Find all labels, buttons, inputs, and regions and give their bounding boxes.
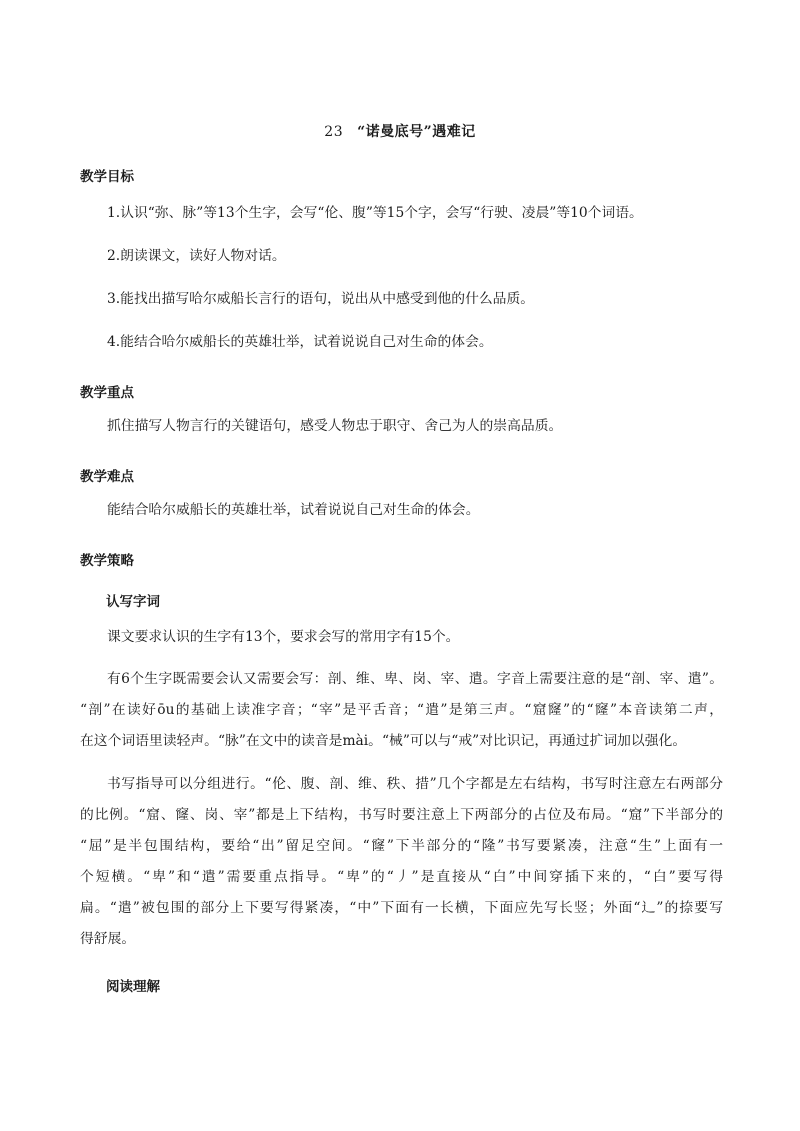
goal-item-1: 1.认识“弥、脉”等13个生字，会写“伦、腹”等15个字，会写“行驶、凌晨”等10个词语。 [107, 205, 643, 221]
paragraph-line: 扁。“遣”被包围的部分上下要写得紧凑，“中”下面有一长横，下面应先写长竖；外面“辶”的捺要写 [80, 900, 723, 916]
lesson-title [0, 121, 800, 141]
paragraph-line: 个短横。“卑”和“遣”需要重点指导。“卑”的“丿”是直接从“白”中间穿插下来的，“白”要写得 [80, 869, 723, 885]
goal-item-2: 2.朗读课文，读好人物对话。 [107, 248, 286, 264]
paragraph-line: “剖”在读好ōu的基础上读准字音；“宰”是平舌音；“遣”是第三声。“窟窿”的“窿”本音读第二声， [80, 702, 723, 718]
paragraph-line: 有6个生字既需要会认又需要会写：剖、维、卑、岗、宰、遣。字音上需要注意的是“剖、宰、遣”。 [107, 671, 723, 687]
key-points-heading: 教学重点 [80, 385, 134, 401]
paragraph-line: 在这个词语里读轻声。“脉”在文中的读音是mài。“械”可以与“戒”对比识记，再通过扩词加以强化。 [80, 733, 687, 749]
paragraph-line: 书写指导可以分组进行。“伦、腹、剖、维、秩、措”几个字都是左右结构，书写时注意左右两部分 [107, 776, 723, 792]
difficulty-text: 能结合哈尔威船长的英雄壮举，试着说说自己对生命的体会。 [107, 502, 480, 518]
writing-guidance-paragraph [80, 769, 723, 955]
goals-heading: 教学目标 [80, 169, 134, 185]
lesson-title-text: “诺曼底号”遇难记 [357, 124, 476, 140]
lesson-number: 23 [324, 124, 344, 140]
goal-item-3: 3.能找出描写哈尔威船长言行的语句，说出从中感受到他的什么品质。 [107, 291, 535, 307]
paragraph-line: 得舒展。 [80, 931, 136, 947]
goal-item-4: 4.能结合哈尔威船长的英雄壮举，试着说说自己对生命的体会。 [107, 334, 493, 350]
reading-subheading: 阅读理解 [106, 979, 160, 995]
paragraph-line: 的比例。“窟、窿、岗、宰”都是上下结构，书写时要注意上下两部分的占位及布局。“窟”下半部分的 [80, 807, 723, 823]
strategy-heading: 教学策略 [80, 553, 134, 569]
paragraph-line: “屈”是半包围结构，要给“出”留足空间。“窿”下半部分的“隆”书写要紧凑，注意“生”上面有一 [80, 838, 723, 854]
words-intro: 课文要求认识的生字有13个，要求会写的常用字有15个。 [107, 629, 460, 645]
words-subheading: 认写字词 [106, 594, 160, 610]
difficulty-heading: 教学难点 [80, 469, 134, 485]
pronunciation-paragraph [80, 664, 723, 757]
key-points-text: 抓住描写人物言行的关键语句，感受人物忠于职守、舍己为人的崇高品质。 [107, 418, 563, 434]
